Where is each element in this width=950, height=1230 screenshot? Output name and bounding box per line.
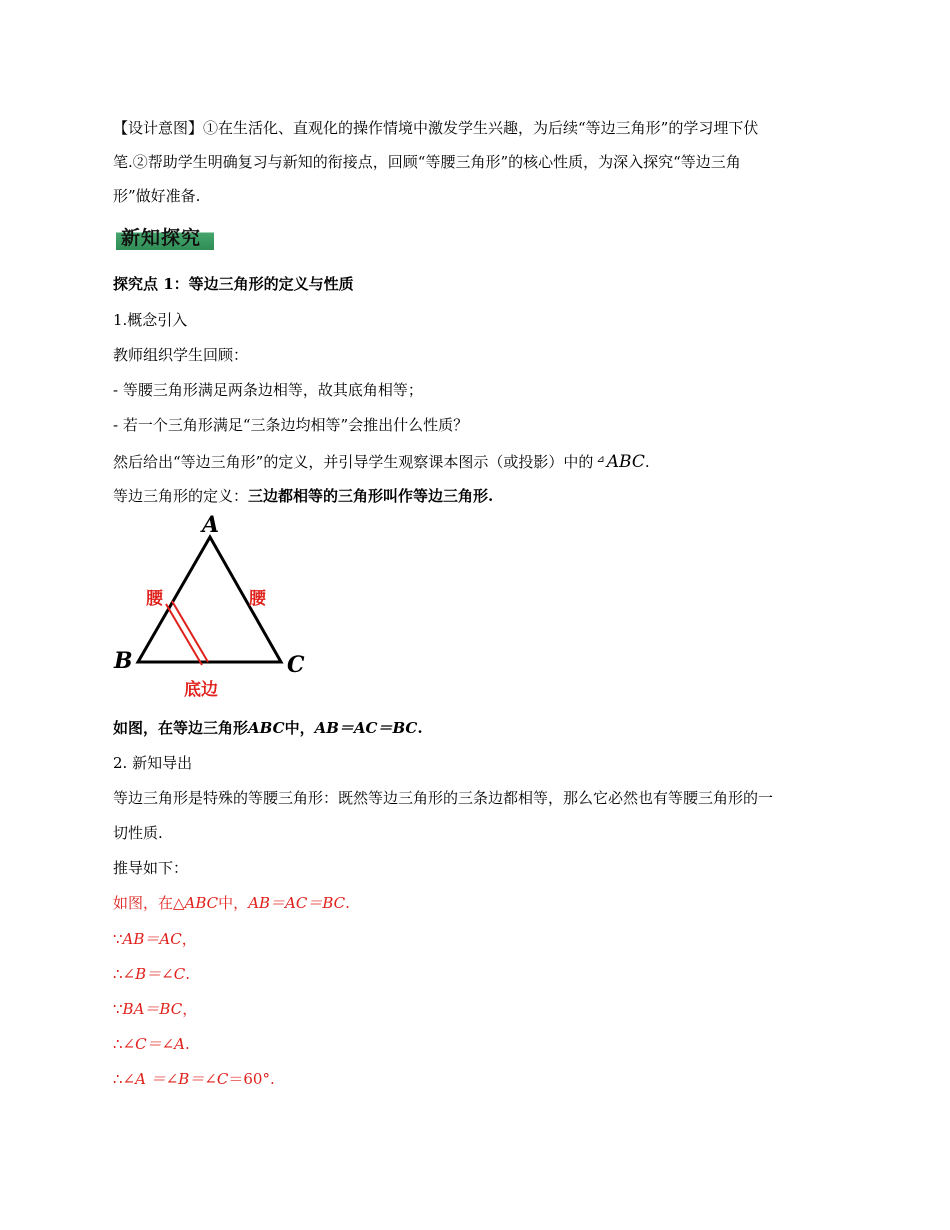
caption-equation: AB＝AC＝BC	[314, 719, 418, 737]
vertex-a-label: A	[202, 512, 220, 538]
derivation-lead: 推导如下：	[113, 859, 189, 877]
leg-left-label: 腰	[146, 589, 163, 609]
proof-step-1-prefix: 如图，在△	[113, 894, 185, 912]
definition-line	[113, 486, 493, 506]
proof-step-6-expr: A ＝∠B＝∠C	[135, 1070, 229, 1088]
section-banner	[116, 222, 214, 250]
triangle-figure	[110, 508, 320, 708]
derivation-text-line-1: 等边三角形是特殊的等腰三角形：既然等边三角形的三条边都相等，那么它必然也有等腰三角形的一	[113, 789, 774, 807]
proof-step-5-suffix: .	[185, 1035, 190, 1053]
concept-intro-lead: 教师组织学生回顾：	[113, 346, 249, 364]
triangle-symbol: ⊿	[596, 454, 605, 465]
proof-step-2	[113, 929, 197, 949]
caption-part-2: 中，	[284, 719, 315, 737]
caption-part-1: 如图，在等边三角形	[113, 719, 249, 737]
proof-step-1-mid: 中，	[218, 894, 249, 912]
vertex-b-label: B	[114, 648, 133, 674]
proof-step-6-suffix: ＝60°.	[228, 1070, 275, 1088]
proof-step-3-prefix: ∴∠	[113, 965, 136, 983]
show-line-period: .	[644, 453, 650, 471]
caption-abc: ABC	[248, 719, 285, 737]
leg-right-label: 腰	[249, 589, 266, 609]
proof-step-4-suffix: ，	[182, 1000, 198, 1018]
proof-step-1-equation: AB＝AC＝BC	[248, 894, 346, 912]
explore-point-title: 探究点 1：等边三角形的定义与性质	[113, 275, 354, 293]
proof-step-2-suffix: ，	[181, 930, 197, 948]
concept-intro-heading: 1.概念引入	[113, 311, 188, 329]
show-line-text: 然后给出“等边三角形”的定义，并引导学生观察课本图示（或投影）中的	[113, 453, 594, 471]
concept-intro-bullet-1: - 等腰三角形满足两条边相等，故其底角相等；	[113, 381, 423, 399]
proof-step-2-prefix: ∵	[113, 930, 123, 948]
caption-part-3: .	[417, 719, 423, 737]
proof-step-6	[113, 1069, 275, 1089]
section-banner-label: 新知探究	[121, 227, 202, 249]
derivation-text-line-2: 切性质.	[113, 824, 163, 842]
base-label: 底边	[184, 680, 218, 700]
tick-mark-2	[172, 601, 208, 662]
proof-step-3-expr: B＝∠C	[135, 965, 186, 983]
proof-step-5-expr: C＝∠A	[135, 1035, 186, 1053]
proof-step-5	[113, 1034, 190, 1054]
proof-step-1-abc: ABC	[184, 894, 219, 912]
definition-text: 三边都相等的三角形叫作等边三角形.	[248, 487, 494, 505]
proof-step-4-prefix: ∵	[113, 1000, 123, 1018]
proof-step-3	[113, 964, 190, 984]
design-intent-line-1: 【设计意图】①在生活化、直观化的操作情境中激发学生兴趣，为后续“等边三角形”的学习埋下伏	[113, 119, 759, 137]
proof-step-4-expr: BA＝BC	[122, 1000, 183, 1018]
proof-step-1-suffix: .	[345, 894, 350, 912]
proof-step-1	[113, 893, 350, 913]
proof-step-4	[113, 999, 197, 1019]
concept-intro-show-line	[113, 450, 650, 472]
vertex-c-label: C	[287, 652, 305, 678]
tick-mark-1	[166, 604, 202, 665]
concept-intro-bullet-2: - 若一个三角形满足“三条边均相等”会推出什么性质？	[113, 416, 469, 434]
proof-step-5-prefix: ∴∠	[113, 1035, 136, 1053]
proof-step-6-prefix: ∴∠	[113, 1070, 136, 1088]
design-intent-line-2: 笔.②帮助学生明确复习与新知的衔接点，回顾“等腰三角形”的核心性质，为深入探究“等边三角	[113, 153, 741, 171]
proof-step-2-expr: AB＝AC	[122, 930, 182, 948]
definition-prefix: 等边三角形的定义：	[113, 487, 249, 505]
figure-caption	[113, 718, 423, 738]
design-intent-line-3: 形”做好准备.	[113, 187, 201, 205]
derivation-heading: 2. 新知导出	[113, 754, 193, 772]
abc-label: ABC	[606, 452, 645, 472]
proof-step-3-suffix: .	[185, 965, 190, 983]
